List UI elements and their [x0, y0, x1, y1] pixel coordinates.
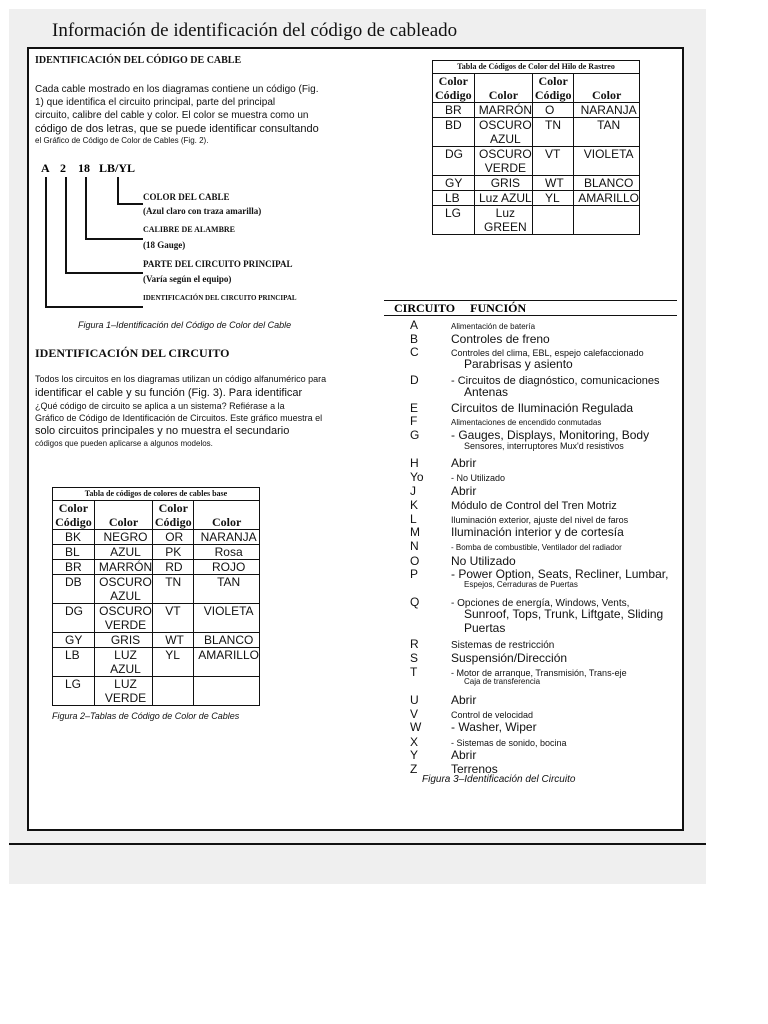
header-cell: Color Código	[433, 74, 475, 103]
header-cell: Color	[194, 501, 260, 530]
circuit-code: M	[410, 525, 420, 539]
circuit-function: Iluminación exterior, ajuste del nivel de faros	[451, 515, 629, 525]
paragraph-line: Cada cable mostrado en los diagramas contiene un código (Fig.	[35, 84, 319, 95]
circuit-code: T	[410, 665, 418, 679]
table-cell	[574, 206, 640, 235]
table-cell: ROJO	[194, 560, 260, 575]
table-cell: GRIS	[94, 633, 152, 648]
paragraph-line: solo circuitos principales y no muestra el secundario	[35, 425, 290, 437]
table-cell: Rosa	[194, 545, 260, 560]
circuit-table-header	[384, 300, 677, 316]
base-color-table	[52, 487, 260, 706]
circuit-code: Z	[410, 762, 418, 776]
header-cell: Color	[94, 501, 152, 530]
tracer-color-table	[432, 60, 640, 235]
table-cell: LUZ VERDE	[94, 677, 152, 706]
header-cell: Color Código	[53, 501, 95, 530]
circuit-function-continued: Parabrisas y asiento	[464, 357, 573, 371]
table-header-row	[433, 74, 640, 103]
bottom-divider	[9, 843, 706, 845]
table-cell: GRIS	[474, 176, 532, 191]
paragraph-line: el Gráfico de Código de Color de Cables (Fig. 2).	[35, 136, 209, 145]
circuit-code: J	[410, 484, 416, 498]
table-cell: MARRÓN	[94, 560, 152, 575]
table-cell	[153, 677, 194, 706]
table-cell: VIOLETA	[574, 147, 640, 176]
circuit-code: Y	[410, 748, 419, 762]
table-cell: LUZ AZUL	[94, 648, 152, 677]
table-cell: LB	[433, 191, 475, 206]
table-cell: MARRÓN	[474, 103, 532, 118]
circuit-code: H	[410, 456, 419, 470]
table-cell: O	[533, 103, 574, 118]
code-circuit: A	[41, 161, 50, 175]
circuit-code: E	[410, 401, 419, 415]
table-cell: OSCURO VERDE	[474, 147, 532, 176]
table-cell: TN	[153, 575, 194, 604]
table-cell: AMARILLO	[574, 191, 640, 206]
circuit-function: Alimentaciones de encendido conmutadas	[451, 418, 602, 427]
circuit-function: Abrir	[451, 748, 477, 762]
table-row	[53, 560, 260, 575]
table-cell: BR	[433, 103, 475, 118]
circuit-function-continued: Caja de transferencia	[464, 677, 541, 686]
callout-line	[45, 306, 143, 308]
table-cell: LB	[53, 648, 95, 677]
figure2-caption: Figura 2–Tablas de Código de Color de Cables	[52, 711, 240, 721]
table-cell: YL	[153, 648, 194, 677]
table-cell: BL	[53, 545, 95, 560]
paragraph-line: identificar el cable y su función (Fig. 3). Para identificar	[35, 387, 303, 399]
circuit-function: Abrir	[451, 484, 477, 498]
table-cell: TAN	[194, 575, 260, 604]
callout-line	[45, 177, 47, 307]
table-cell: OSCURO AZUL	[94, 575, 152, 604]
cable-code-paragraph	[35, 83, 319, 146]
circuit-function: Módulo de Control del Tren Motriz	[451, 500, 617, 512]
circuit-function: Abrir	[451, 456, 477, 470]
table-row	[53, 604, 260, 633]
table-cell: YL	[533, 191, 574, 206]
table-row	[53, 633, 260, 648]
circuit-function: - Gauges, Displays, Monitoring, Body	[451, 428, 650, 442]
callout-wire-color-sub: (Azul claro con traza amarilla)	[143, 206, 262, 216]
circuit-code: Yo	[410, 470, 424, 484]
circuit-function: Suspensión/Dirección	[451, 651, 568, 665]
table-row	[433, 103, 640, 118]
circuit-code: L	[410, 512, 417, 526]
circuit-function: Sistemas de restricción	[451, 640, 555, 651]
table-cell: DG	[53, 604, 95, 633]
table-cell: Luz GREEN	[474, 206, 532, 235]
table-cell: NARANJA	[194, 530, 260, 545]
callout-line	[85, 177, 87, 239]
base-table-caption: Tabla de códigos de colores de cables base	[53, 488, 260, 501]
table-cell	[194, 677, 260, 706]
circuit-code: V	[410, 707, 419, 721]
table-cell: VT	[153, 604, 194, 633]
code-color: LB/YL	[99, 161, 136, 175]
table-cell	[533, 206, 574, 235]
callout-wire-gauge: CALIBRE DE ALAMBRE	[143, 225, 236, 234]
circuit-function: Iluminación interior y de cortesía	[451, 525, 624, 539]
table-row	[53, 530, 260, 545]
circuit-code: W	[410, 720, 422, 734]
header-cell: Color	[474, 74, 532, 103]
circuit-function: - Washer, Wiper	[451, 720, 537, 734]
callout-wire-gauge-sub: (18 Gauge)	[143, 240, 186, 250]
circuit-code: F	[410, 414, 418, 428]
header-circuit: CIRCUITO	[394, 301, 456, 315]
figure3-caption: Figura 3–Identificación del Circuito	[422, 774, 576, 785]
circuit-function: Terrenos	[451, 762, 498, 776]
circuit-code: S	[410, 651, 419, 665]
callout-circuit-part: PARTE DEL CIRCUITO PRINCIPAL	[143, 259, 293, 269]
table-cell: BR	[53, 560, 95, 575]
circuit-code: B	[410, 332, 419, 346]
callout-wire-color: COLOR DEL CABLE	[143, 192, 230, 202]
circuit-function: - No Utilizado	[451, 473, 506, 483]
cable-code-heading: IDENTIFICACIÓN DEL CÓDIGO DE CABLE	[35, 55, 242, 66]
paragraph-line: 1) que identifica el circuito principal, parte del principal	[35, 97, 276, 108]
circuit-code: X	[410, 735, 419, 749]
table-row	[433, 147, 640, 176]
circuit-id-heading: IDENTIFICACIÓN DEL CIRCUITO	[35, 346, 230, 360]
table-cell: GY	[433, 176, 475, 191]
circuit-function: - Motor de arranque, Transmisión, Trans-eje	[451, 668, 627, 678]
circuit-function-continued: Puertas	[464, 621, 506, 635]
table-header-row	[53, 501, 260, 530]
circuit-function: - Circuitos de diagnóstico, comunicaciones	[451, 375, 660, 387]
circuit-function: Controles de freno	[451, 332, 550, 346]
table-cell: LG	[433, 206, 475, 235]
circuit-code: G	[410, 428, 420, 442]
table-cell: Luz AZUL	[474, 191, 532, 206]
table-cell: GY	[53, 633, 95, 648]
header-function: FUNCIÓN	[470, 301, 527, 315]
callout-line	[117, 177, 119, 204]
table-cell: AMARILLO	[194, 648, 260, 677]
callout-line	[85, 238, 143, 240]
circuit-function: Abrir	[451, 693, 477, 707]
callout-circuit-part-sub: (Varía según el equipo)	[143, 274, 232, 284]
circuit-function-continued: Sunroof, Tops, Trunk, Liftgate, Sliding	[464, 607, 664, 621]
table-cell: BD	[433, 118, 475, 147]
table-cell: NEGRO	[94, 530, 152, 545]
header-cell: Color Código	[533, 74, 574, 103]
circuit-code: K	[410, 498, 419, 512]
circuit-function: - Sistemas de sonido, bocina	[451, 738, 567, 748]
circuit-function-continued: Sensores, interruptores Mux'd resistivos	[464, 441, 624, 451]
paragraph-line: Todos los circuitos en los diagramas utilizan un código alfanumérico para	[35, 374, 327, 384]
table-row	[53, 648, 260, 677]
table-row	[433, 191, 640, 206]
circuit-code: N	[410, 539, 419, 553]
circuit-code: D	[410, 373, 419, 387]
table-cell: RD	[153, 560, 194, 575]
circuit-function: Controles del clima, EBL, espejo calefaccionado	[451, 348, 644, 358]
table-row	[53, 545, 260, 560]
paragraph-line: Gráfico de Código de Identificación de Circuitos. Este gráfico muestra el	[35, 413, 323, 423]
circuit-function-continued: Antenas	[464, 385, 509, 399]
table-cell: NARANJA	[574, 103, 640, 118]
circuit-function: - Opciones de energía, Windows, Vents,	[451, 598, 630, 609]
table-row	[433, 118, 640, 147]
circuit-code: A	[410, 318, 419, 332]
circuit-function: Control de velocidad	[451, 710, 534, 720]
table-cell: TN	[533, 118, 574, 147]
table-cell: OSCURO VERDE	[94, 604, 152, 633]
table-cell: VIOLETA	[194, 604, 260, 633]
table-row	[433, 176, 640, 191]
circuit-function: Circuitos de Iluminación Regulada	[451, 401, 634, 415]
paragraph-line: código de dos letras, que se puede identificar consultando	[35, 123, 319, 135]
code-gauge: 18	[78, 161, 90, 175]
circuit-code: R	[410, 637, 419, 651]
circuit-function: Alimentación de batería	[451, 322, 536, 331]
table-cell: WT	[153, 633, 194, 648]
table-cell: BLANCO	[574, 176, 640, 191]
table-cell: TAN	[574, 118, 640, 147]
callout-line	[65, 272, 143, 274]
table-cell: OR	[153, 530, 194, 545]
table-cell: DG	[433, 147, 475, 176]
table-cell: OSCURO AZUL	[474, 118, 532, 147]
table-row	[53, 677, 260, 706]
circuit-code: Q	[410, 595, 420, 609]
paragraph-line: ¿Qué código de circuito se aplica a un sistema? Refiérase a la	[35, 401, 285, 411]
table-cell: LG	[53, 677, 95, 706]
table-cell: WT	[533, 176, 574, 191]
table-cell: PK	[153, 545, 194, 560]
table-cell: DB	[53, 575, 95, 604]
table-cell: VT	[533, 147, 574, 176]
circuit-code: P	[410, 567, 419, 581]
callout-line	[65, 177, 67, 273]
circuit-function-continued: Espejos, Cerraduras de Puertas	[464, 580, 578, 589]
table-cell: BLANCO	[194, 633, 260, 648]
circuit-code: U	[410, 693, 419, 707]
callout-main-circuit: IDENTIFICACIÓN DEL CIRCUITO PRINCIPAL	[143, 294, 297, 302]
page-title: Información de identificación del código de cableado	[52, 20, 458, 41]
tracer-table-caption: Tabla de Códigos de Color del Hilo de Rastreo	[433, 61, 640, 74]
callout-line	[117, 203, 143, 205]
circuit-function: - Bomba de combustible, Ventilador del radiador	[451, 543, 622, 552]
circuit-row	[410, 371, 660, 389]
header-cell: Color Código	[153, 501, 194, 530]
circuit-code: C	[410, 345, 419, 359]
circuit-id-paragraph	[35, 373, 326, 449]
table-cell: BK	[53, 530, 95, 545]
table-row	[53, 575, 260, 604]
circuit-function: No Utilizado	[451, 554, 516, 568]
circuit-code: O	[410, 554, 420, 568]
code-part: 2	[60, 161, 66, 175]
paragraph-line: circuito, calibre del cable y color. El color se muestra como un	[35, 110, 309, 121]
table-row	[433, 206, 640, 235]
circuit-function: - Power Option, Seats, Recliner, Lumbar,	[451, 567, 669, 581]
header-cell: Color	[574, 74, 640, 103]
table-cell: AZUL	[94, 545, 152, 560]
figure1-caption: Figura 1–Identificación del Código de Color del Cable	[78, 320, 292, 330]
paragraph-line: códigos que pueden aplicarse a algunos modelos.	[35, 439, 213, 448]
